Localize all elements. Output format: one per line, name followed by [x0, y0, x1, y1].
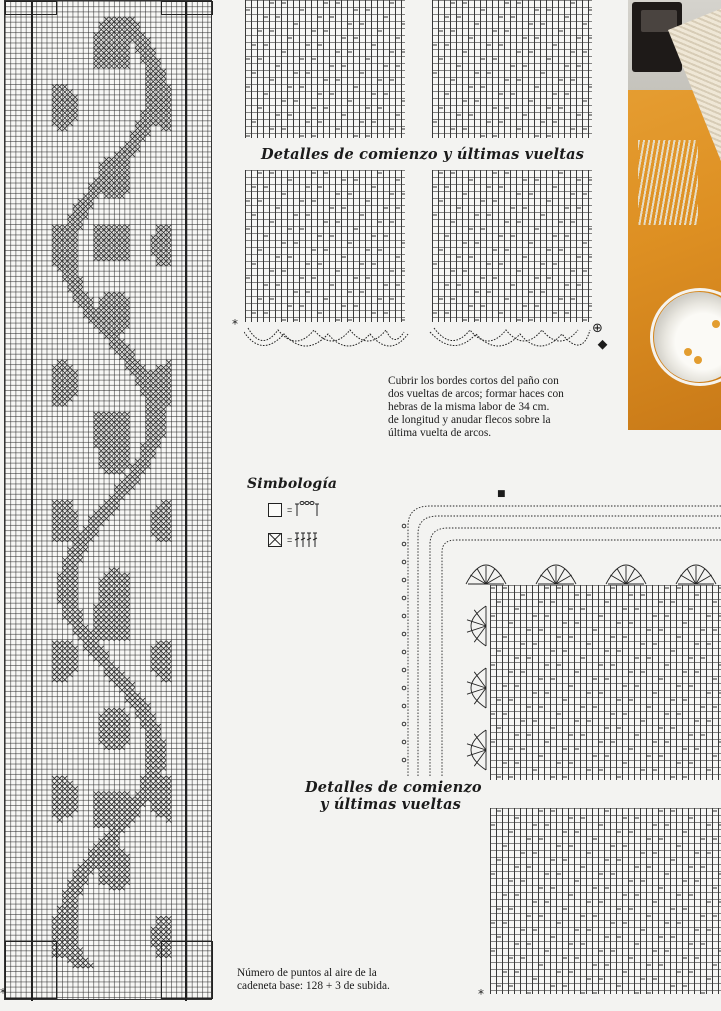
stitch-chart-pattern: [245, 0, 405, 138]
stitch-chart-pattern: [432, 170, 592, 322]
stitch-chart-pattern: [432, 0, 592, 138]
heading-start-details-upper: Detalles de comienzo y últimas vueltas: [261, 146, 585, 163]
stitch-chart-pattern: [490, 585, 721, 780]
finishing-instructions: Cubrir los bordes cortos del paño con dos vueltas de arcos; formar haces con hebras de la misma labor de 34 cm. de longitud y anudar flecos sobre la última vuelta de arcos.: [388, 375, 564, 439]
stitch-chart-corner: [490, 585, 721, 780]
filled-square-marker-icon: ■: [497, 489, 506, 499]
chain-arch-edging: [244, 318, 616, 358]
start-asterisk-icon: *: [478, 987, 484, 1001]
stitch-chart-pattern: [245, 170, 405, 322]
stitch-chart-top-left: [245, 0, 405, 138]
stitch-chart-top-right: [432, 0, 592, 138]
stitch-chart-pattern: [490, 808, 721, 994]
product-photo: [628, 0, 721, 430]
heading-symbology: Simbología: [247, 476, 338, 492]
stitch-chart-middle-left: [245, 170, 405, 322]
chain-stitch-symbol-icon: [294, 498, 324, 518]
legend-equals: =: [287, 505, 293, 515]
finish-circle-plus-icon: ⊕: [592, 321, 603, 336]
crossed-square-symbol-icon: [268, 533, 282, 547]
empty-square-symbol-icon: [268, 503, 282, 517]
filet-motif-pattern: [5, 1, 213, 1001]
filet-chart-runner: [4, 0, 212, 1000]
heading-start-details-lower-2: y últimas vueltas: [320, 796, 462, 813]
chart-corner-top-right: [161, 1, 213, 15]
chart-inner-border-right: [185, 1, 187, 1001]
chart-inner-border-left: [31, 1, 33, 1001]
legend-equals: =: [287, 535, 293, 545]
filled-square-marker-icon: ■: [595, 338, 609, 352]
start-asterisk-icon: *: [0, 986, 6, 1000]
double-crochet-symbol-icon: [294, 531, 324, 549]
heading-start-details-lower-1: Detalles de comienzo: [305, 779, 482, 796]
stitch-chart-middle-right: [432, 170, 592, 322]
start-asterisk-icon: *: [232, 317, 238, 331]
chart-corner-bottom-right: [161, 941, 213, 999]
stitch-chart-bottom: [490, 808, 721, 994]
base-chain-footnote: Número de puntos al aire de la cadeneta base: 128 + 3 de subida.: [237, 967, 390, 992]
